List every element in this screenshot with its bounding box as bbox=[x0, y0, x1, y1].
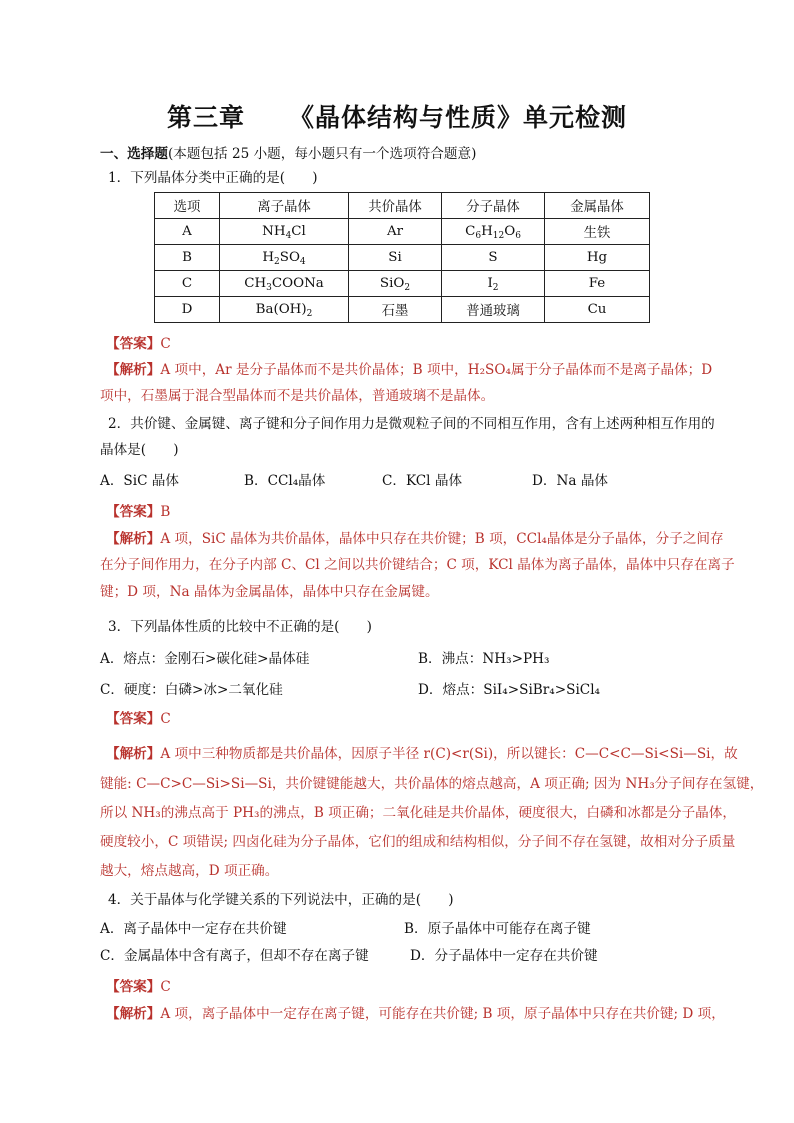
answer-value: C bbox=[160, 336, 171, 352]
table-cell: Cu bbox=[545, 297, 650, 323]
table-row bbox=[155, 271, 650, 297]
q4-stem: 4．关于晶体与化学键关系的下列说法中，正确的是( ) bbox=[108, 892, 454, 908]
q3-explanation-line: 硬度较小，C 项错误; 四卤化硅为分子晶体，它们的组成和结构相似，分子间不存在氢键，故相对分子质量 bbox=[100, 834, 736, 850]
analysis-label: 【解析】 bbox=[106, 362, 161, 378]
answer-label: 【答案】 bbox=[106, 336, 161, 352]
q2-answer bbox=[106, 502, 746, 522]
title-chapter: 第三章 bbox=[166, 103, 245, 132]
option-b: B．沸点：NH₃>PH₃ bbox=[418, 651, 550, 667]
header-cell: 分子晶体 bbox=[442, 193, 545, 219]
option-b: B．原子晶体中可能存在离子键 bbox=[404, 921, 591, 937]
q4-options-row2 bbox=[100, 944, 740, 964]
table-cell: 生铁 bbox=[545, 219, 650, 245]
q3-explanation-line: 键能: C—C>C—Si>Si—Si，共价键键能越大，共价晶体的熔点越高，A 项正确; 因为 NH₃分子间存在氢键， bbox=[100, 776, 764, 792]
q1-answer bbox=[106, 334, 746, 354]
table-cell: 石墨 bbox=[349, 297, 442, 323]
crystal-classification-table bbox=[154, 192, 650, 323]
table-cell: D bbox=[155, 297, 220, 323]
header-cell: 选项 bbox=[155, 193, 220, 219]
table-header-row bbox=[155, 193, 650, 219]
table-row bbox=[155, 245, 650, 271]
q3-options-row2 bbox=[100, 678, 740, 698]
table-cell: Hg bbox=[545, 245, 650, 271]
q1-explanation-line: 项中，石墨属于混合型晶体而不是共价晶体，普通玻璃不是晶体。 bbox=[100, 388, 495, 404]
page-title bbox=[0, 98, 794, 134]
analysis-label: 【解析】 bbox=[106, 746, 161, 762]
option-b: B．CCl₄晶体 bbox=[244, 473, 326, 489]
answer-label: 【答案】 bbox=[106, 504, 161, 520]
option-c: C．金属晶体中含有离子，但却不存在离子键 bbox=[100, 948, 369, 964]
table-cell: B bbox=[155, 245, 220, 271]
table-cell: Fe bbox=[545, 271, 650, 297]
section-heading bbox=[100, 144, 740, 164]
answer-value: C bbox=[160, 979, 171, 995]
analysis-label: 【解析】 bbox=[106, 531, 161, 547]
option-c: C．KCl 晶体 bbox=[382, 473, 463, 489]
q3-stem: 3．下列晶体性质的比较中不正确的是( ) bbox=[108, 619, 372, 635]
q2-stem: 2．共价键、金属键、离子键和分子间作用力是微观粒子间的不同相互作用，含有上述两种相互作用的 bbox=[108, 416, 715, 432]
answer-value: C bbox=[160, 711, 171, 727]
table-cell: SiO$_2$ bbox=[349, 271, 442, 297]
q4-options-row1 bbox=[100, 917, 740, 937]
q2-explanation-line: 【解析】A 项，SiC 晶体为共价晶体，晶体中只存在共价键；B 项，CCl₄晶体是分子晶体，分子之间存 bbox=[106, 531, 724, 547]
header-cell: 离子晶体 bbox=[220, 193, 349, 219]
answer-label: 【答案】 bbox=[106, 711, 161, 727]
header-cell: 共价晶体 bbox=[349, 193, 442, 219]
analysis-label: 【解析】 bbox=[106, 1006, 161, 1022]
q1-explanation-line: 【解析】A 项中，Ar 是分子晶体而不是共价晶体；B 项中，H₂SO₄属于分子晶体而不是离子晶体；D bbox=[106, 362, 713, 378]
table-cell: Si bbox=[349, 245, 442, 271]
option-a: A．SiC 晶体 bbox=[100, 473, 179, 489]
q2-options bbox=[100, 469, 740, 489]
q4-explanation-line: 【解析】A 项，离子晶体中一定存在离子键，可能存在共价键; B 项，原子晶体中只存在共价键; D 项， bbox=[106, 1006, 725, 1022]
option-d: D．分子晶体中一定存在共价键 bbox=[410, 948, 598, 964]
q3-answer bbox=[106, 709, 746, 729]
table-cell: 普通玻璃 bbox=[442, 297, 545, 323]
q3-explanation-line: 所以 NH₃的沸点高于 PH₃的沸点，B 项正确；二氧化硅是共价晶体，硬度很大，白磷和冰都是分子晶体， bbox=[100, 805, 736, 821]
table-row bbox=[155, 297, 650, 323]
table-cell: $Ba(OH)_2$ bbox=[220, 297, 349, 323]
table-cell: C bbox=[155, 271, 220, 297]
table-cell: Ar bbox=[349, 219, 442, 245]
table-cell: A bbox=[155, 219, 220, 245]
section-label: 一、选择题 bbox=[100, 146, 168, 162]
q4-answer bbox=[106, 977, 746, 997]
q3-options-row1 bbox=[100, 647, 740, 667]
q2-explanation-line: 在分子间作用力，在分子内部 C、Cl 之间以共价键结合；C 项，KCl 晶体为离子晶体，晶体中只存在离子 bbox=[100, 557, 735, 573]
q3-explanation-line: 【解析】A 项中三种物质都是共价晶体，因原子半径 r(C)<r(Si)，所以键长：C—C<C—Si<Si—Si，故 bbox=[106, 746, 738, 762]
q1-stem: 1．下列晶体分类中正确的是( ) bbox=[108, 170, 318, 186]
q2-stem: 晶体是( ) bbox=[100, 442, 179, 458]
header-cell: 金属晶体 bbox=[545, 193, 650, 219]
table-row bbox=[155, 219, 650, 245]
table-cell: S bbox=[442, 245, 545, 271]
title-name: 《晶体结构与性质》单元检测 bbox=[289, 103, 628, 132]
option-c: C．硬度：白磷>冰>二氧化硅 bbox=[100, 682, 283, 698]
q3-explanation-line: 越大，熔点越高，D 项正确。 bbox=[100, 863, 279, 879]
table-cell: $I_2$ bbox=[442, 271, 545, 297]
q2-explanation-line: 键；D 项，Na 晶体为金属晶体，晶体中只存在金属键。 bbox=[100, 584, 439, 600]
answer-value: B bbox=[160, 504, 171, 520]
option-a: A．熔点：金刚石>碳化硅>晶体硅 bbox=[100, 651, 310, 667]
table-cell: $NH_4Cl$ bbox=[220, 219, 349, 245]
table-cell: $CH_3COONa$ bbox=[220, 271, 349, 297]
option-d: D．熔点：SiI₄>SiBr₄>SiCl₄ bbox=[418, 682, 600, 698]
section-note: (本题包括 25 小题，每小题只有一个选项符合题意) bbox=[167, 146, 477, 162]
answer-label: 【答案】 bbox=[106, 979, 161, 995]
table-cell: $H_2SO_4$ bbox=[220, 245, 349, 271]
option-d: D．Na 晶体 bbox=[532, 473, 608, 489]
option-a: A．离子晶体中一定存在共价键 bbox=[100, 921, 287, 937]
table-cell: $C_6H_{12}O_6$ bbox=[442, 219, 545, 245]
